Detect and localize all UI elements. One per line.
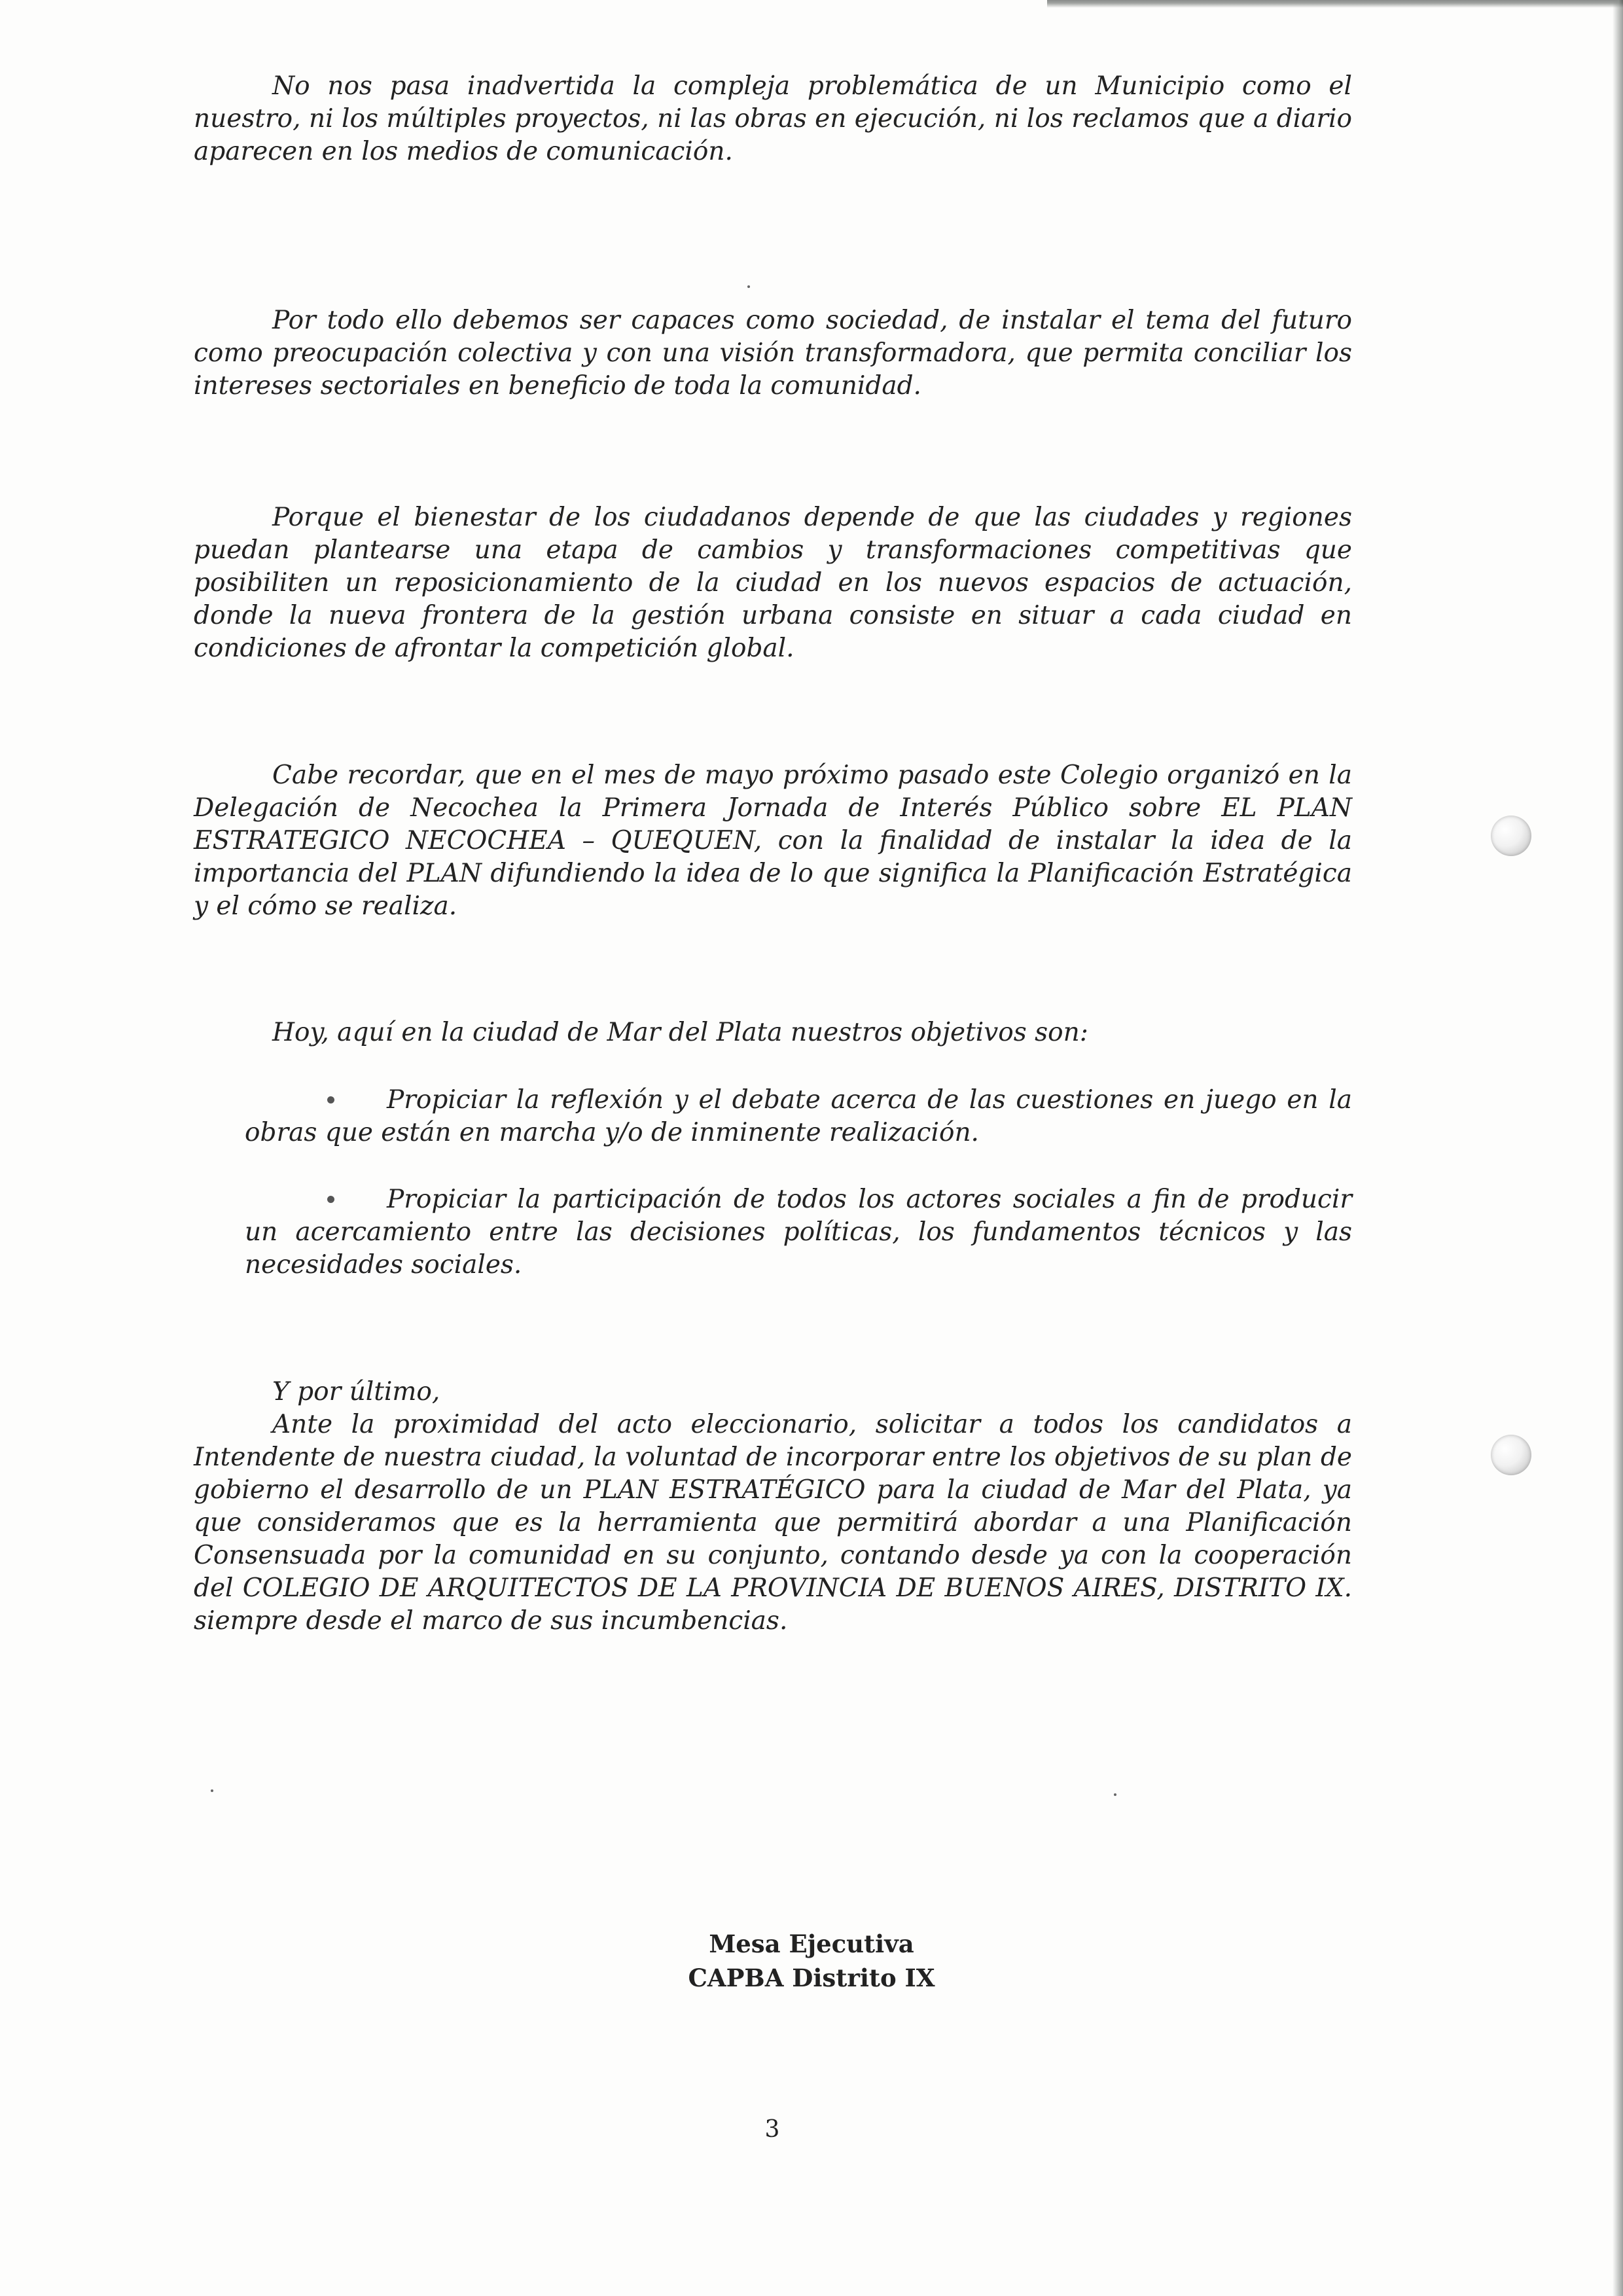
punch-hole-upper xyxy=(1491,816,1531,856)
objectives-intro: Hoy, aquí en la ciudad de Mar del Plata nuestros objetivos son: xyxy=(272,1018,1088,1047)
paragraph-bienestar: Porque el bienestar de los ciudadanos depende de que las ciudades y regiones puedan plantearse una etapa de cambios y transformaciones competitivas que posibiliten un reposicionamiento de la ciudad en los nuevos espacios de actuación, donde la nueva frontera de la gestión urbana consiste en situar a cada ciudad en condiciones de afrontar la competición global. xyxy=(194,503,1352,663)
closing-lead: Y por último, xyxy=(272,1377,440,1407)
paragraph-necochea: Cabe recordar, que en el mes de mayo próximo pasado este Colegio organizó en la Delegación de Necochea la Primera Jornada de Interés Público sobre EL PLAN ESTRATEGICO NECOCHEA – QUEQUEN, con la finalidad de instalar la idea de la importancia del PLAN difundiendo la idea de lo que significa la Planificación Estratégica y el cómo se realiza. xyxy=(194,761,1352,921)
objective-text: Propiciar la participación de todos los actores sociales a fin de producir un acercamiento entre las decisiones políticas, los fundamentos técnicos y las necesidades sociales. xyxy=(245,1185,1352,1280)
closing-paragraph: Ante la proximidad del acto eleccionario, solicitar a todos los candidatos a Intendente de nuestra ciudad, la voluntad de incorporar entre los objetivos de su plan de gobierno el desarrollo de un PLAN ESTRATÉGICO para la ciudad de Mar del Plata, ya que consideramos que es la herramienta que permitirá abordar a una Planificación Consensuada por la comunidad en su conjunto, contando desde ya con la cooperación del COLEGIO DE ARQUITECTOS DE LA PROVINCIA DE BUENOS AIRES, DISTRITO IX. siempre desde el marco de sus incumbencias. xyxy=(194,1410,1352,1636)
scan-speck xyxy=(747,285,750,288)
punch-hole-lower xyxy=(1491,1435,1531,1475)
objective-text: Propiciar la reflexión y el debate acerca de las cuestiones en juego en la obras que están en marcha y/o de inminente realización. xyxy=(245,1085,1352,1147)
scan-speck xyxy=(1114,1793,1116,1796)
page-number: 3 xyxy=(764,2116,780,2143)
paragraph-problematica: No nos pasa inadvertida la compleja problemática de un Municipio como el nuestro, ni los múltiples proyectos, ni las obras en ejecución, ni los reclamos que a diario aparecen en los medios de comunicación. xyxy=(194,71,1352,166)
scan-edge-right xyxy=(1613,0,1623,2296)
objective-item xyxy=(245,1084,1352,1149)
signature-line-2: CAPBA Distrito IX xyxy=(688,1964,935,1992)
objective-item xyxy=(245,1183,1352,1282)
scan-speck xyxy=(211,1789,213,1792)
signature-line-1: Mesa Ejecutiva xyxy=(709,1929,914,1958)
scan-edge-top xyxy=(1047,0,1623,8)
bullet-icon xyxy=(327,1096,334,1103)
paragraph-futuro: Por todo ello debemos ser capaces como sociedad, de instalar el tema del futuro como preocupación colectiva y con una visión transformadora, que permita conciliar los intereses sectoriales en beneficio de toda la comunidad. xyxy=(194,306,1352,401)
bullet-icon xyxy=(327,1196,334,1203)
